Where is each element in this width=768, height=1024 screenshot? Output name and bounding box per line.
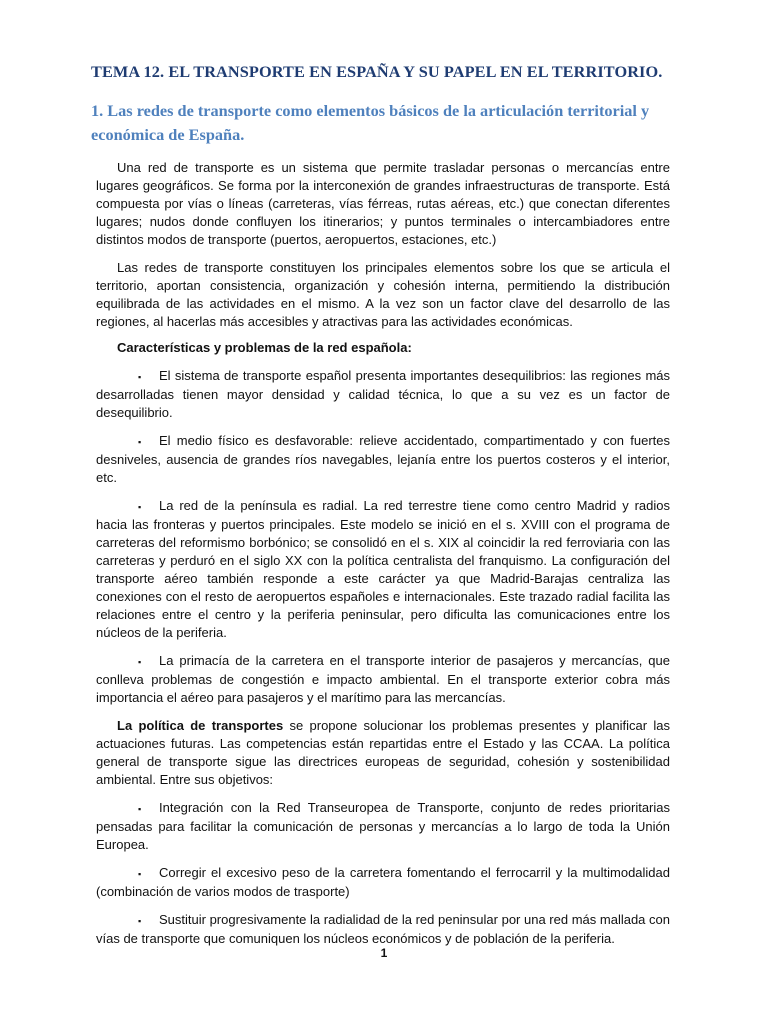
policy-lead: La política de transportes [117, 718, 284, 733]
bullet-icon: ▪ [138, 657, 142, 667]
list-item [96, 432, 670, 487]
bullet-icon: ▪ [138, 372, 142, 382]
paragraph: Las redes de transporte constituyen los principales elementos sobre los que se articula el territorio, aportan consistencia, organización y cohesión interna, permitiendo la distribución equilibrada de las actividades en el mismo. A la vez son un factor clave del desarrollo de las regiones, al hacerlas más accesibles y atractivas para las actividades económicas. [96, 260, 670, 329]
list-item-text: La red de la península es radial. La red terrestre tiene como centro Madrid y radios hacia las fronteras y puertos principales. Este modelo se inició en el s. XVIII con el programa de carreteras del reformismo borbónico; se consolidó en el s. XIX al coincidir la red ferroviaria con las carreteras y perduró en el siglo XX con la política centralista del franquismo. La configuración del transporte aéreo también responde a este carácter ya que Madrid-Barajas centraliza las conexiones con el resto de aeropuertos españoles e internacionales. Este trazado radial facilita las relaciones entre el centro y la periferia peninsular, pero dificulta las comunicaciones entre los núcleos de la periferia. [96, 498, 670, 640]
list-item-text: El sistema de transporte español presenta importantes desequilibrios: las regiones más desarrolladas tienen mayor densidad y calidad técnica, lo que a su vez es un factor de desequilibrio. [96, 368, 670, 420]
paragraph: Una red de transporte es un sistema que permite trasladar personas o mercancías entre lugares geográficos. Se forma por la interconexión de grandes infraestructuras de transporte. Está compuesta por vías o líneas (carreteras, vías férreas, rutas aéreas, etc.) que conectan diferentes lugares; nudos donde confluyen los itinerarios; y puntos terminales o intercambiadores entre distintos modos de transporte (puertos, aeropuertos, estaciones, etc.) [96, 160, 670, 247]
list-item [96, 911, 670, 948]
characteristics-heading: Características y problemas de la red española: [117, 340, 412, 355]
list-item-text: El medio físico es desfavorable: relieve accidentado, compartimentado y con fuertes desniveles, ausencia de grandes ríos navegables, lejanía entre los puertos costeros y el interior, etc. [96, 433, 670, 485]
list-item [96, 497, 670, 642]
section-heading: 1. Las redes de transporte como elementos básicos de la articulación territorial y económica de España. [91, 101, 650, 144]
list-item-text: Sustituir progresivamente la radialidad de la red peninsular por una red más mallada con vías de transporte que comuniquen los núcleos económicos y de población de la periferia. [96, 912, 670, 946]
policy-text: se propone solucionar los problemas presentes y planificar las actuaciones futuras. Las competencias están repartidas entre el Estado y las CCAA. La política general de transporte sigue las directrices europeas de seguridad, cohesión y sostenibilidad ambiental. Entre sus objetivos: [96, 718, 671, 787]
list-item [96, 799, 670, 854]
list-item-text: Integración con la Red Transeuropea de Transporte, conjunto de redes prioritarias pensadas para facilitar la comunicación de personas y mercancías a lo largo de toda la Unión Europea. [96, 800, 670, 852]
document-body [91, 60, 671, 948]
policy-paragraph [96, 717, 670, 789]
page-number: 1 [380, 946, 388, 960]
list-item-text: Corregir el excesivo peso de la carretera fomentando el ferrocarril y la multimodalidad (combinación de varios modos de trasporte) [96, 865, 670, 899]
bullet-icon: ▪ [138, 869, 142, 879]
bullet-icon: ▪ [138, 502, 142, 512]
list-item [96, 864, 670, 901]
list-item-text: La primacía de la carretera en el transporte interior de pasajeros y mercancías, que conlleva problemas de congestión e impacto ambiental. En el transporte exterior cobra más importancia el aéreo para pasajeros y el marítimo para las mercancías. [96, 653, 670, 705]
list-item [96, 367, 670, 422]
list-item [96, 652, 670, 707]
bullet-icon: ▪ [138, 916, 142, 926]
page-title: TEMA 12. EL TRANSPORTE EN ESPAÑA Y SU PAPEL EN EL TERRITORIO. [91, 62, 663, 81]
bullet-icon: ▪ [138, 804, 142, 814]
bullet-icon: ▪ [138, 437, 142, 447]
